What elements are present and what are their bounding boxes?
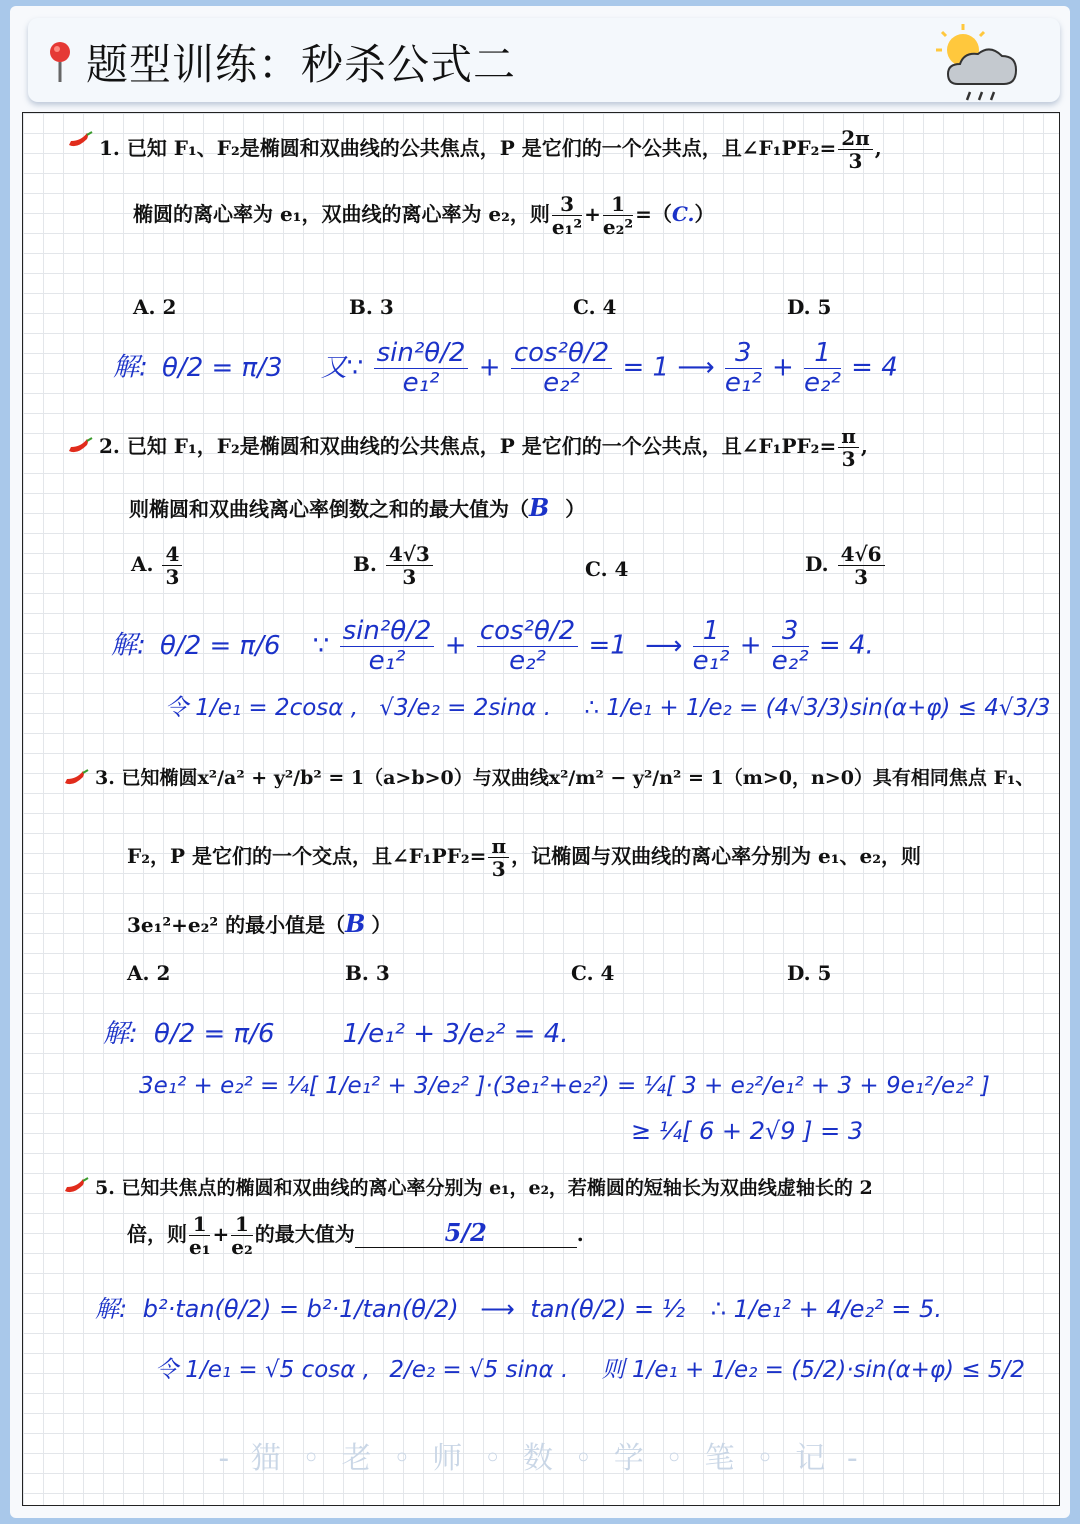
q1-sol-c-num: 3 xyxy=(725,339,762,369)
q5-d2: e₂ xyxy=(231,1235,253,1259)
q2-sol-line2b: √3/e₂ = 2sinα . xyxy=(379,695,552,721)
q2-answer: B xyxy=(529,493,550,522)
q2-sol-d-num: 3 xyxy=(772,617,809,647)
q2-close: ） xyxy=(565,497,586,521)
worksheet-paper xyxy=(22,112,1060,1506)
q2-sol-frac-b xyxy=(477,617,578,675)
page-title: 题型训练：秒杀公式二 xyxy=(86,40,517,89)
sun-cloud-rain-icon xyxy=(918,18,1038,108)
q3-angle-num: π xyxy=(488,835,509,858)
q1-eq: =（ xyxy=(635,202,672,226)
q2-opt-a-frac xyxy=(162,543,182,588)
q3-hyperbola-eq: x²/m² − y²/n² = 1（m>0，n>0）具有相同焦点 F₁、 xyxy=(548,767,1035,789)
chili-pepper-icon xyxy=(63,1177,89,1195)
q2-opt-b-frac xyxy=(386,543,433,588)
q5-sol-jie: 解: xyxy=(95,1295,128,1323)
q1-expr-frac2 xyxy=(603,193,633,238)
q5-n2: 1 xyxy=(231,1213,252,1236)
q2-angle-fraction xyxy=(838,425,859,470)
q5-frac1 xyxy=(189,1213,210,1258)
q2-option-c: C. 4 xyxy=(585,557,629,581)
q5-stem-line1: 5. 已知共焦点的椭圆和双曲线的离心率分别为 e₁，e₂，若椭圆的短轴长为双曲线虚轴长的 2 xyxy=(95,1177,873,1199)
q5-sol-arrow: ⟶ xyxy=(480,1295,515,1323)
q1-close: ） xyxy=(694,202,715,226)
pin-icon xyxy=(46,40,74,84)
q2-sol-because: ∵ xyxy=(312,630,330,661)
q1-sol-c-den: e₁² xyxy=(724,367,762,398)
q1-option-b: B. 3 xyxy=(349,295,394,319)
q2-stem-line1: 2. 已知 F₁，F₂是椭圆和双曲线的公共焦点，P 是它们的一个公共点，且∠F₁PF₂= $\frac{\pi}{3}$ , xyxy=(99,424,868,471)
q5-sol-line2a: 令 1/e₁ = √5 cosα , xyxy=(155,1357,371,1383)
q3-close: ） xyxy=(371,913,392,937)
q2-sol-c-den: e₁² xyxy=(692,645,730,676)
q5-sol-line2c: 则 1/e₁ + 1/e₂ = (5/2)·sin(α+φ) ≤ 5/2 xyxy=(601,1357,1025,1383)
q2-opt-a-num: 4 xyxy=(162,543,182,566)
q3-sol-jie: 解: xyxy=(103,1019,138,1049)
q1-sol-arrow: ⟶ xyxy=(677,352,715,383)
q3-stem1-text: 3. 已知椭圆 xyxy=(95,767,198,789)
q3-solution-line2: 3e₁² + e₂² = ¼[ 1/e₁² + 3/e₂² ]·(3e₁²+e₂²) = ¼[ 3 + e₂²/e₁² + 3 + 9e₁²/e₂² ] xyxy=(139,1073,990,1099)
q5-sol-line1b: tan(θ/2) = ½ xyxy=(530,1295,686,1323)
q5-stem2a-text: 倍，则 xyxy=(127,1222,187,1246)
q2-opt-a-label: A. xyxy=(131,552,154,576)
q1-sol-eq1: = 1 xyxy=(622,352,670,383)
q1-expr-den1: e₁² xyxy=(551,215,583,239)
q2-sol-b-den: e₂² xyxy=(509,645,546,676)
q2-opt-b-label: B. xyxy=(353,552,377,576)
q3-solution-line1 xyxy=(103,1013,569,1050)
q1-sol-result: = 4 xyxy=(851,352,898,383)
q3-option-b: B. 3 xyxy=(345,961,390,985)
q1-sol-b-num: cos²θ/2 xyxy=(511,339,612,369)
q5-solution-line2 xyxy=(155,1351,1025,1384)
q2-option-a xyxy=(131,543,184,588)
q2-sol-line2a: 令 1/e₁ = 2cosα , xyxy=(165,695,359,721)
q2-sol-frac-d xyxy=(772,617,809,675)
q2-sol-c-num: 1 xyxy=(693,617,730,647)
q5-d1: e₁ xyxy=(189,1235,211,1259)
q1-sol-frac-b xyxy=(511,339,612,397)
q2-opt-d-label: D. xyxy=(805,552,829,576)
q3-stem2b-text: ，记椭圆与双曲线的离心率分别为 e₁、e₂，则 xyxy=(511,844,922,868)
q1-angle-den: 3 xyxy=(848,149,863,173)
q2-angle-den: 3 xyxy=(841,447,856,471)
q1-sol-frac-c xyxy=(725,339,762,397)
q2-angle-num: π xyxy=(838,425,859,448)
q1-angle-num: 2π xyxy=(838,127,873,150)
q2-solution-line1: 解: θ/2 = π/6 ∵ $\frac{\text{sin²θ/2}}{\text{e₁²}}$ + $\frac{\text{cos²θ/2}}{\text{e₂²}}$ =1 ⟶ $\frac{1}{\text{e₁²}}$ + $\frac{3}{\text{e₂²}}$ = 4. xyxy=(111,616,874,676)
q1-sol-frac-d xyxy=(804,339,841,397)
q3-stem-line3 xyxy=(127,909,391,938)
q2-solution-line2 xyxy=(165,689,1051,722)
q1-sol-b-den: e₂² xyxy=(543,367,580,398)
q2-sol-a-num: sin²θ/2 xyxy=(340,617,435,647)
q1-solution: 解: θ/2 = π/3 又∵ $\frac{\text{sin²θ/2}}{\text{e₁²}}$ + $\frac{\text{cos²θ/2}}{\text{e₂²}}$ = 1 ⟶ $\frac{3}{\text{e₁²}}$ + $\frac{1}{\text{e₂²}}$ = 4 xyxy=(113,338,898,398)
q1-expr-den2: e₂² xyxy=(602,215,634,239)
q2-sol-a-den: e₁² xyxy=(368,645,406,676)
q3-option-c: C. 4 xyxy=(571,961,615,985)
q5-answer-blank: 5/2 xyxy=(355,1218,577,1248)
q1-sol-a-num: sin²θ/2 xyxy=(374,339,469,369)
q3-option-a: A. 2 xyxy=(127,961,171,985)
q3-angle-fraction xyxy=(488,835,509,880)
q2-opt-b-den: 3 xyxy=(402,565,417,589)
q1-stem-text: 1. 已知 F₁、F₂是椭圆和双曲线的公共焦点，P 是它们的一个公共点，且∠F₁PF₂= xyxy=(99,136,837,160)
title-bar xyxy=(28,18,1060,102)
q5-n1: 1 xyxy=(189,1213,210,1236)
q2-sol-b-num: cos²θ/2 xyxy=(477,617,578,647)
q2-sol-d-den: e₂² xyxy=(771,645,809,676)
q5-stem2c-text: . xyxy=(576,1222,584,1246)
q3-answer: B xyxy=(345,909,366,938)
q5-stem2b-text: 的最大值为 xyxy=(254,1222,355,1246)
q2-stem2-text: 则椭圆和双曲线离心率倒数之和的最大值为（ xyxy=(129,497,529,521)
q3-angle-den: 3 xyxy=(491,857,506,881)
q5-sol-line1a: b²·tan(θ/2) = b²·1/tan(θ/2) xyxy=(142,1295,459,1323)
q1-expr-num2: 1 xyxy=(603,193,633,216)
q3-option-d: D. 5 xyxy=(787,961,832,985)
q2-opt-d-frac xyxy=(838,543,885,588)
q1-sol-d-num: 1 xyxy=(804,339,841,369)
q1-option-a: A. 2 xyxy=(133,295,177,319)
q2-option-b xyxy=(353,543,435,588)
q2-sol-frac-c xyxy=(693,617,730,675)
q2-opt-d-den: 3 xyxy=(854,565,869,589)
q3-ellipse-eq: x²/a² + y²/b² = 1（a>b>0）与双曲线 xyxy=(197,767,549,789)
q2-sol-half: θ/2 = π/6 xyxy=(160,630,281,661)
q1-expr-frac1 xyxy=(552,193,582,238)
q2-sol-jie: 解: xyxy=(111,630,146,661)
q5-frac2 xyxy=(231,1213,252,1258)
q3-stem-line1 xyxy=(95,763,1034,790)
q3-sol-half: θ/2 = π/6 xyxy=(154,1019,275,1049)
q1-option-c: C. 4 xyxy=(573,295,617,319)
q2-stem-text: 2. 已知 F₁，F₂是椭圆和双曲线的公共焦点，P 是它们的一个公共点，且∠F₁PF₂= xyxy=(99,434,837,458)
q1-sol-a-den: e₁² xyxy=(402,367,440,398)
q1-sol-again: 又∵ xyxy=(320,352,364,383)
q2-option-d xyxy=(805,543,887,588)
q2-sol-eq1: =1 xyxy=(588,630,627,661)
q1-stem-line1: 1. 已知 F₁、F₂是椭圆和双曲线的公共焦点，P 是它们的一个公共点，且∠F₁PF₂= $\frac{2\pi}{3}$ , xyxy=(99,126,882,173)
q5-sol-line1c: ∴ 1/e₁² + 4/e₂² = 5. xyxy=(710,1295,942,1323)
q3-stem-line2 xyxy=(127,835,921,880)
q1-stem-line2: 椭圆的离心率为 e₁，双曲线的离心率为 e₂，则 $\frac{3}{\text{e₁²}}$ + $\frac{1}{\text{e₂²}}$ =（C.） xyxy=(133,192,715,239)
q2-opt-d-num: 4√6 xyxy=(838,543,885,566)
q1-sol-frac-a xyxy=(374,339,469,397)
q3-solution-line3: ≥ ¼[ 6 + 2√9 ] = 3 xyxy=(631,1117,864,1145)
q2-stem-line2 xyxy=(129,493,585,522)
watermark: - 猫 ◦ 老 ◦ 师 ◦ 数 ◦ 学 ◦ 笔 ◦ 记 - xyxy=(218,1441,864,1476)
chili-pepper-icon xyxy=(67,131,93,149)
q3-stem3-text: 3e₁²+e₂² 的最小值是（ xyxy=(127,913,346,937)
q3-stem2-text: F₂，P 是它们的一个交点，且∠F₁PF₂= xyxy=(127,844,487,868)
q1-stem2-text: 椭圆的离心率为 e₁，双曲线的离心率为 e₂，则 xyxy=(133,202,550,226)
q1-sol-d-den: e₂² xyxy=(804,367,841,398)
q2-sol-result: = 4. xyxy=(818,630,874,661)
q2-opt-a-den: 3 xyxy=(165,565,180,589)
q1-sol-jie: 解: xyxy=(113,352,148,383)
q5-stem-line2: 倍，则 $\frac{1}{\text{e₁}}$ + $\frac{1}{\text{e₂}}$ 的最大值为 5/2 . xyxy=(127,1212,584,1259)
q2-opt-b-num: 4√3 xyxy=(386,543,433,566)
q1-option-d: D. 5 xyxy=(787,295,832,319)
q1-sol-half: θ/2 = π/3 xyxy=(162,352,283,383)
chili-pepper-icon xyxy=(63,769,89,787)
q3-sol-eqn: 1/e₁² + 3/e₂² = 4. xyxy=(342,1019,569,1049)
q5-sol-line2b: 2/e₂ = √5 sinα . xyxy=(389,1357,569,1383)
chili-pepper-icon xyxy=(67,437,93,455)
q2-sol-line2c: ∴ 1/e₁ + 1/e₂ = (4√3/3)sin(α+φ) ≤ 4√3/3 xyxy=(584,695,1051,721)
q1-angle-fraction xyxy=(838,127,873,172)
q1-expr-num1: 3 xyxy=(552,193,582,216)
q1-answer: C. xyxy=(671,202,695,226)
q5-solution-line1 xyxy=(95,1289,942,1324)
q2-sol-arrow: ⟶ xyxy=(645,630,683,661)
q2-sol-frac-a xyxy=(340,617,435,675)
